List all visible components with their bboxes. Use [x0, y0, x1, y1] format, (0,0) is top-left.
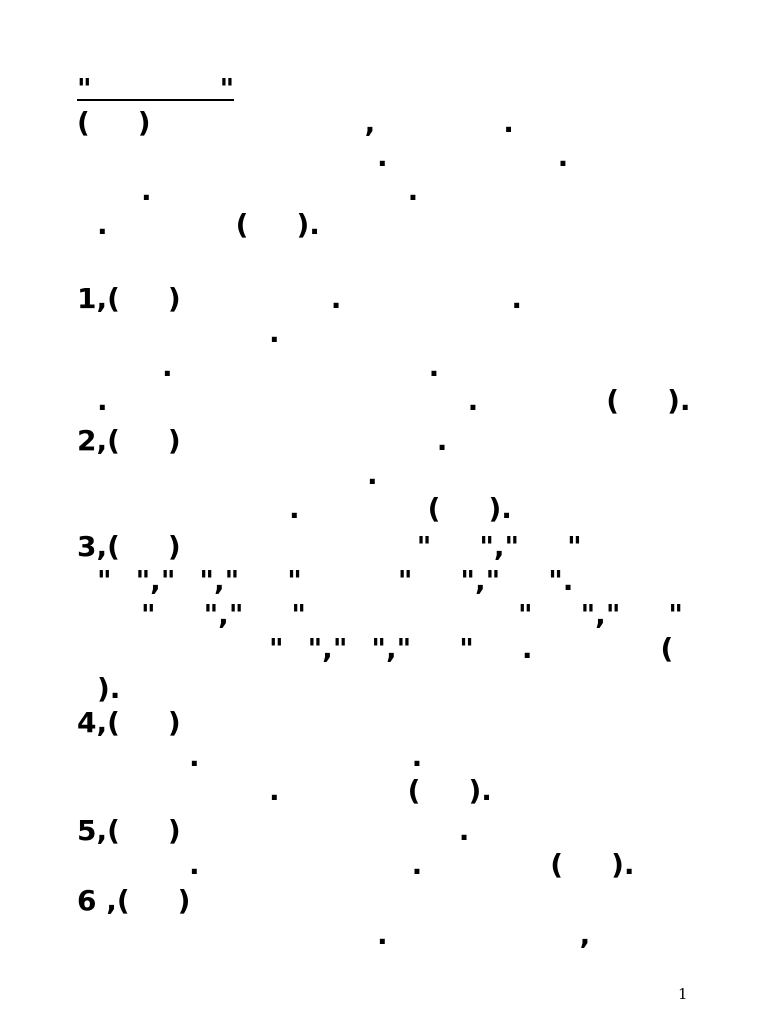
text-fragment: " — [397, 564, 413, 597]
glyph-run — [532, 632, 660, 666]
text-fragment: . — [428, 350, 440, 383]
text-fragment: , — [364, 106, 376, 139]
glyph-run — [533, 598, 581, 632]
text-fragment: " — [291, 598, 306, 631]
text-fragment: " — [77, 72, 92, 105]
text-fragment: ". — [548, 564, 574, 597]
text-line — [77, 884, 660, 918]
text-fragment: " — [141, 598, 156, 631]
glyph-run — [619, 384, 667, 418]
text-fragment: ). — [667, 384, 691, 417]
glyph-run — [248, 208, 296, 242]
glyph-run — [306, 598, 518, 632]
text-fragment: ( — [427, 492, 441, 525]
glyph-run — [77, 384, 97, 418]
text-fragment: " — [97, 564, 112, 597]
glyph-run — [120, 814, 168, 848]
text-fragment: "," — [460, 564, 501, 597]
glyph-run — [431, 530, 479, 564]
glyph-run — [151, 106, 365, 140]
glyph-run — [181, 706, 671, 740]
glyph-run — [200, 848, 412, 882]
text-fragment: . — [97, 208, 108, 241]
text-line — [77, 848, 635, 882]
glyph-run — [347, 632, 371, 666]
glyph-run — [181, 282, 331, 316]
text-fragment: ) — [167, 424, 181, 457]
text-line — [77, 672, 120, 706]
glyph-run — [420, 774, 468, 808]
glyph-run — [77, 492, 289, 526]
glyph-run — [120, 282, 168, 316]
glyph-run — [300, 492, 428, 526]
glyph-run — [77, 174, 141, 208]
text-line — [77, 492, 512, 526]
glyph-run — [563, 848, 611, 882]
glyph-run — [92, 72, 220, 106]
glyph-run — [620, 598, 668, 632]
text-fragment: ( — [606, 384, 620, 417]
glyph-run — [156, 598, 204, 632]
text-fragment: " — [219, 72, 235, 105]
glyph-run — [412, 564, 460, 598]
glyph-run — [388, 918, 580, 952]
text-fragment: ). — [488, 492, 512, 525]
glyph-run — [77, 740, 189, 774]
glyph-run — [108, 208, 236, 242]
glyph-run — [239, 564, 287, 598]
glyph-run — [77, 350, 162, 384]
glyph-run — [439, 350, 695, 384]
glyph-run — [341, 282, 511, 316]
glyph-run — [522, 282, 650, 316]
glyph-run — [514, 106, 684, 140]
text-fragment: ). — [97, 672, 121, 705]
glyph-run — [573, 564, 683, 598]
glyph-run — [388, 140, 558, 174]
text-fragment: " — [459, 632, 474, 665]
glyph-run — [181, 814, 459, 848]
text-fragment: . — [411, 740, 423, 773]
page-number: 1 — [678, 985, 688, 1003]
text-line — [77, 564, 683, 598]
text-fragment: 6 ,( — [77, 884, 130, 917]
glyph-run — [77, 632, 269, 666]
glyph-run — [120, 530, 168, 564]
text-line — [77, 140, 696, 174]
glyph-run — [243, 598, 291, 632]
text-fragment: . — [407, 174, 419, 207]
text-line — [77, 632, 693, 666]
glyph-run — [500, 564, 548, 598]
text-fragment: ) — [167, 530, 181, 563]
glyph-run — [108, 384, 468, 418]
text-line — [77, 208, 320, 242]
text-line — [77, 598, 703, 632]
glyph-run — [77, 774, 269, 808]
glyph-run — [77, 918, 377, 952]
glyph-run — [418, 174, 684, 208]
glyph-run — [190, 884, 660, 918]
text-fragment: "," — [307, 632, 348, 665]
glyph-run — [173, 350, 429, 384]
text-fragment: . — [162, 350, 173, 383]
glyph-run — [411, 632, 459, 666]
text-fragment: . — [377, 140, 388, 173]
text-fragment: ) — [167, 282, 181, 315]
glyph-run — [77, 672, 97, 706]
text-fragment: ( — [550, 848, 564, 881]
text-fragment: , — [579, 918, 591, 951]
text-fragment: . — [557, 140, 569, 173]
text-fragment: ) — [137, 106, 151, 139]
text-fragment: . — [503, 106, 514, 139]
glyph-run — [469, 814, 667, 848]
glyph-run — [302, 564, 398, 598]
text-fragment: " — [518, 598, 533, 631]
glyph-run — [120, 706, 168, 740]
text-fragment: . — [289, 492, 300, 525]
text-fragment: . — [141, 174, 152, 207]
text-fragment: "," — [479, 530, 520, 563]
text-fragment: " — [287, 564, 302, 597]
text-fragment: ) — [167, 706, 181, 739]
text-fragment: . — [467, 384, 479, 417]
glyph-run — [77, 848, 189, 882]
text-line — [77, 316, 670, 350]
text-line — [77, 350, 695, 384]
text-fragment: "," — [371, 632, 412, 665]
text-fragment: 5,( — [77, 814, 120, 847]
glyph-run — [77, 598, 141, 632]
text-fragment: ). — [296, 208, 320, 241]
text-fragment: 4,( — [77, 706, 120, 739]
text-line — [77, 106, 684, 140]
text-fragment: "," — [580, 598, 621, 631]
text-fragment: ). — [468, 774, 492, 807]
text-fragment: . — [97, 384, 108, 417]
glyph-run — [590, 918, 675, 952]
glyph-run — [280, 774, 408, 808]
glyph-run — [200, 740, 412, 774]
text-fragment: . — [330, 282, 342, 315]
text-fragment: ( — [660, 632, 674, 665]
text-fragment: ) — [177, 884, 191, 917]
glyph-run — [440, 492, 488, 526]
glyph-run — [375, 106, 503, 140]
text-line — [77, 282, 650, 316]
text-fragment: . — [269, 316, 280, 349]
glyph-run — [474, 632, 522, 666]
text-fragment: . — [269, 774, 280, 807]
text-fragment: . — [521, 632, 533, 665]
glyph-run — [447, 424, 682, 458]
text-fragment: ( — [407, 774, 421, 807]
text-fragment: " — [567, 530, 582, 563]
text-fragment: " — [668, 598, 683, 631]
glyph-run — [673, 632, 693, 666]
glyph-run — [90, 106, 138, 140]
text-fragment: . — [511, 282, 522, 315]
glyph-run — [181, 530, 417, 564]
text-fragment: "," — [203, 598, 244, 631]
text-line — [77, 384, 691, 418]
glyph-run — [280, 316, 670, 350]
glyph-run — [582, 530, 678, 564]
text-line — [77, 918, 675, 952]
text-fragment: . — [411, 848, 423, 881]
glyph-run — [683, 598, 703, 632]
glyph-run — [77, 458, 367, 492]
glyph-run — [77, 316, 269, 350]
glyph-run — [519, 530, 567, 564]
glyph-run — [112, 564, 136, 598]
text-line — [77, 174, 684, 208]
text-line — [77, 740, 636, 774]
text-fragment: ( — [235, 208, 249, 241]
text-line — [77, 706, 671, 740]
text-fragment: . — [189, 740, 200, 773]
text-fragment: ( — [77, 106, 90, 139]
glyph-run — [152, 174, 408, 208]
text-fragment: ) — [167, 814, 181, 847]
text-fragment: " — [416, 530, 432, 563]
text-fragment: 2,( — [77, 424, 120, 457]
text-fragment: 3,( — [77, 530, 120, 563]
glyph-run — [181, 424, 437, 458]
text-fragment: ). — [611, 848, 635, 881]
text-line — [77, 774, 492, 808]
text-fragment: . — [436, 424, 448, 457]
glyph-run — [77, 564, 97, 598]
text-fragment: "," — [199, 564, 240, 597]
text-fragment: 1,( — [77, 282, 120, 315]
glyph-run — [568, 140, 696, 174]
text-line — [77, 424, 682, 458]
glyph-run — [130, 884, 178, 918]
text-fragment: . — [377, 918, 388, 951]
text-line — [77, 814, 667, 848]
text-fragment: . — [189, 848, 200, 881]
text-line — [77, 530, 678, 564]
document-title — [77, 72, 235, 105]
glyph-run — [120, 424, 168, 458]
text-fragment: "," — [135, 564, 176, 597]
glyph-run — [422, 848, 550, 882]
glyph-run — [77, 140, 377, 174]
glyph-run — [77, 208, 97, 242]
text-line — [77, 458, 678, 492]
glyph-run — [378, 458, 678, 492]
glyph-run — [284, 632, 308, 666]
glyph-run — [478, 384, 606, 418]
text-fragment: . — [367, 458, 378, 491]
glyph-run — [422, 740, 636, 774]
glyph-run — [175, 564, 199, 598]
text-fragment: . — [458, 814, 470, 847]
text-fragment: " — [269, 632, 284, 665]
